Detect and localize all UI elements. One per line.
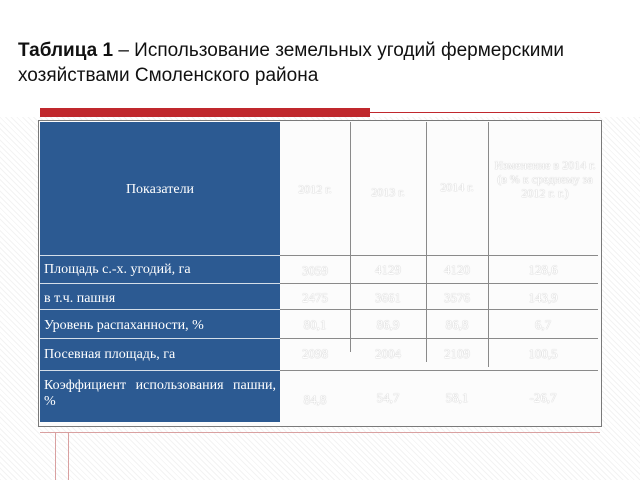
- cell-value: 86,8: [445, 317, 469, 332]
- row-label-arable: в т.ч. пашня: [44, 291, 116, 306]
- row-label-agri-area: Площадь с.-х. угодий, га: [44, 262, 191, 277]
- grid-line: [40, 255, 280, 256]
- grid-line: [40, 370, 280, 371]
- cell-value: 80,1: [303, 317, 327, 332]
- corner-header: Показатели: [125, 182, 195, 197]
- cell-value: 6,7: [534, 317, 552, 332]
- col-header-2012: 2012 г.: [298, 182, 332, 196]
- cell-value: 128,6: [528, 262, 558, 277]
- cell-value: 3059: [302, 263, 328, 278]
- grid-line: [280, 255, 598, 256]
- cell-value: 84,8: [303, 392, 327, 407]
- cell-value: -26,7: [529, 390, 557, 405]
- cell-value: 3576: [444, 290, 470, 305]
- cell-value: 2475: [302, 290, 328, 305]
- grid-line: [280, 283, 598, 284]
- grid-line: [40, 338, 280, 339]
- col-header-2014: 2014 г.: [440, 180, 474, 194]
- grid-line: [426, 122, 427, 362]
- cell-value: 58,1: [445, 390, 469, 405]
- slide-title: [18, 38, 618, 88]
- row-label-usage-coef: Коэффициент использования пашни, %: [44, 378, 276, 409]
- cell-value: 2098: [302, 346, 328, 361]
- decor-line: [68, 432, 69, 480]
- cell-value: 100,5: [528, 346, 558, 361]
- col-header-change: Изменение в 2014 г. (в % к среднему за 2012 г. г.): [494, 158, 596, 200]
- cell-value: 2109: [444, 346, 470, 361]
- grid-line: [280, 309, 598, 310]
- cell-value: 86,9: [376, 317, 400, 332]
- decor-line: [55, 432, 56, 480]
- cell-value: 4129: [375, 262, 401, 277]
- cell-value: 2004: [375, 346, 401, 361]
- grid-line: [488, 122, 489, 367]
- row-label-plowing-level: Уровень распаханности, %: [44, 318, 204, 333]
- title-accent-bar: [40, 108, 370, 117]
- title-bold: Таблица 1: [18, 40, 114, 61]
- grid-line: [280, 370, 598, 371]
- grid-line: [40, 309, 280, 310]
- title-accent-line: [370, 112, 600, 113]
- cell-value: 3661: [375, 290, 401, 305]
- col-header-2013: 2013 г.: [371, 185, 405, 199]
- title-text: – Использование земельных угодий фермерскими хозяйствами Смоленского района: [18, 40, 565, 86]
- grid-line: [40, 283, 280, 284]
- row-label-sown-area: Посевная площадь, га: [44, 347, 176, 362]
- grid-line: [280, 338, 598, 339]
- grid-line: [350, 122, 351, 352]
- cell-value: 143,9: [528, 290, 558, 305]
- bottom-divider: [40, 432, 600, 433]
- cell-value: 54,7: [376, 390, 400, 405]
- cell-value: 4120: [444, 262, 470, 277]
